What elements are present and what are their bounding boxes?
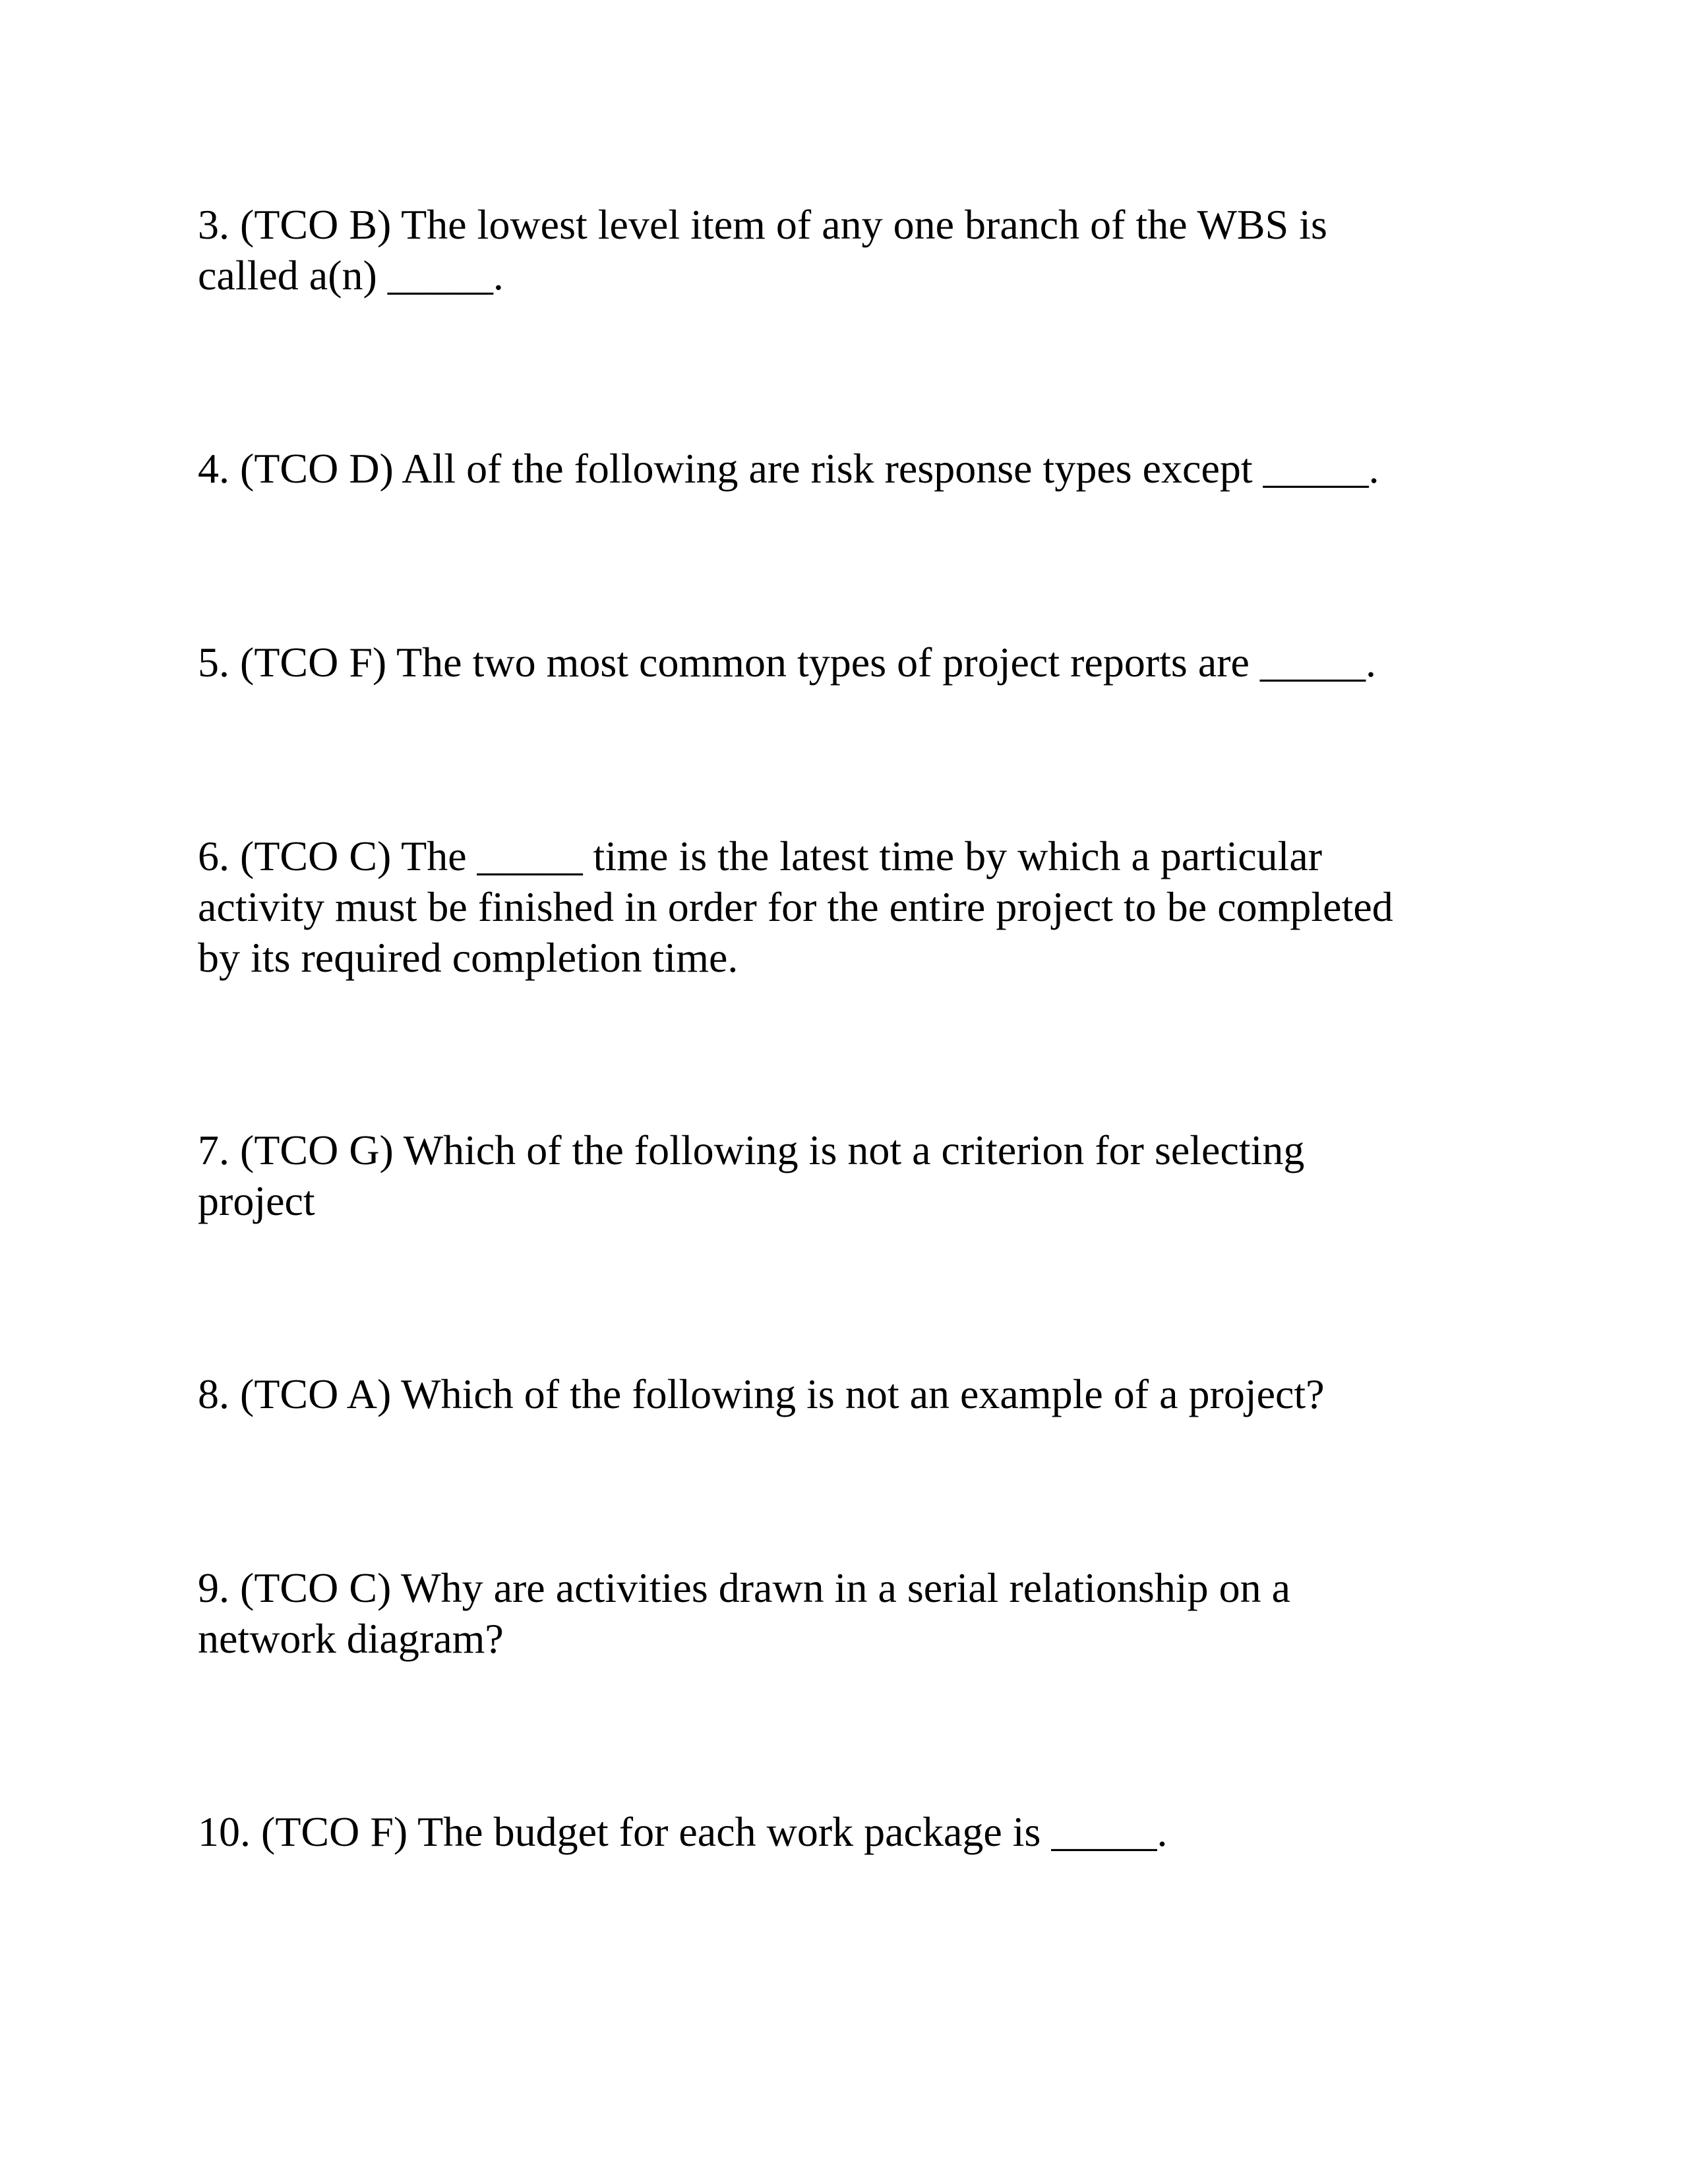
question-8: 8. (TCO A) Which of the following is not an example of a project? (198, 1371, 1325, 1417)
question-6: 6. (TCO C) The _____ time is the latest time by which a particular activity must be finished in order for the entire project to be completed by its required completion time. (198, 833, 1393, 981)
question-3: 3. (TCO B) The lowest level item of any one branch of the WBS is called a(n) _____. (198, 201, 1327, 299)
question-7: 7. (TCO G) Which of the following is not a criterion for selecting project (198, 1127, 1305, 1224)
question-5: 5. (TCO F) The two most common types of project reports are _____. (198, 639, 1376, 686)
question-10: 10. (TCO F) The budget for each work package is _____. (198, 1808, 1168, 1855)
question-4: 4. (TCO D) All of the following are risk response types except _____. (198, 445, 1379, 492)
question-9: 9. (TCO C) Why are activities drawn in a serial relationship on a network diagram? (198, 1564, 1290, 1662)
